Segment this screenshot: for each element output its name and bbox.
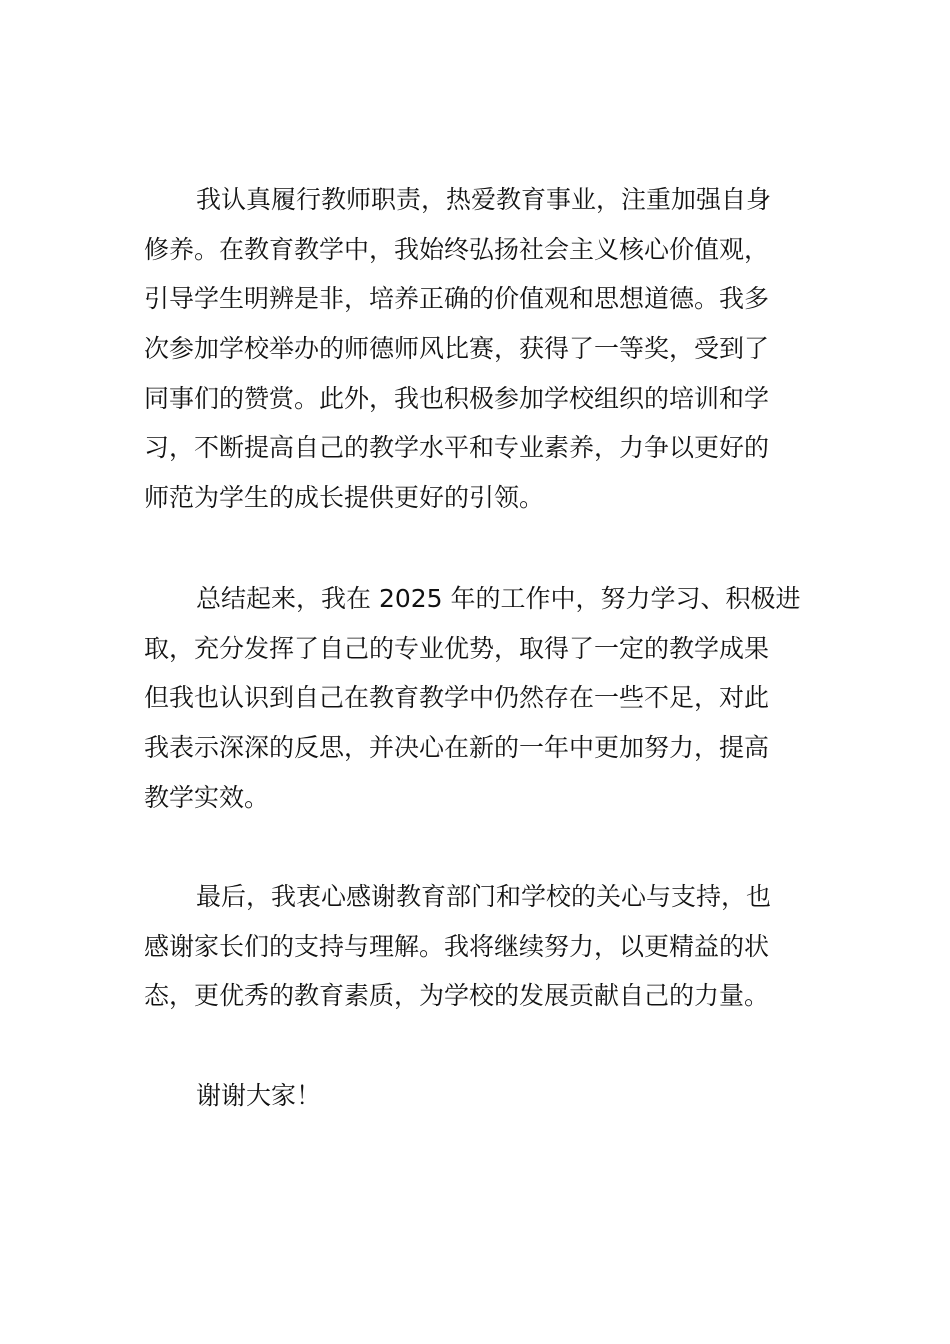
text-line: 但我也认识到自己在教育教学中仍然存在一些不足，对此 xyxy=(144,683,770,713)
paragraph-summary xyxy=(144,574,806,822)
text-line: 谢谢大家！ xyxy=(196,1081,322,1110)
text-line: 我认真履行教师职责，热爱教育事业，注重加强自身 xyxy=(196,185,772,214)
text-line: 习，不断提高自己的教学水平和专业素养，力争以更好的 xyxy=(144,433,770,463)
text-line: 总结起来，我在 2025 年的工作中，努力学习、积极进 xyxy=(196,584,801,613)
text-line: 态，更优秀的教育素质，为学校的发展贡献自己的力量。 xyxy=(144,981,770,1011)
text-line: 师范为学生的成长提供更好的引领。 xyxy=(144,483,545,513)
text-line: 引导学生明辨是非，培养正确的价值观和思想道德。我多 xyxy=(144,284,770,314)
text-line: 教学实效。 xyxy=(144,782,270,812)
paragraph-closing xyxy=(144,1071,806,1121)
text-line: 修养。在教育教学中，我始终弘扬社会主义核心价值观， xyxy=(144,234,770,264)
text-line: 感谢家长们的支持与理解。我将继续努力，以更精益的状 xyxy=(144,931,770,961)
paragraph-thanks xyxy=(144,872,806,1021)
text-line: 最后，我衷心感谢教育部门和学校的关心与支持，也 xyxy=(196,882,772,911)
text-line: 次参加学校举办的师德师风比赛，获得了一等奖，受到了 xyxy=(144,334,770,364)
text-line: 取，充分发挥了自己的专业优势，取得了一定的教学成果 xyxy=(144,633,770,663)
text-line: 我表示深深的反思，并决心在新的一年中更加努力，提高 xyxy=(144,733,770,763)
text-line: 同事们的赞赏。此外，我也积极参加学校组织的培训和学 xyxy=(144,383,770,413)
paragraph-teacher-duties xyxy=(144,175,806,523)
